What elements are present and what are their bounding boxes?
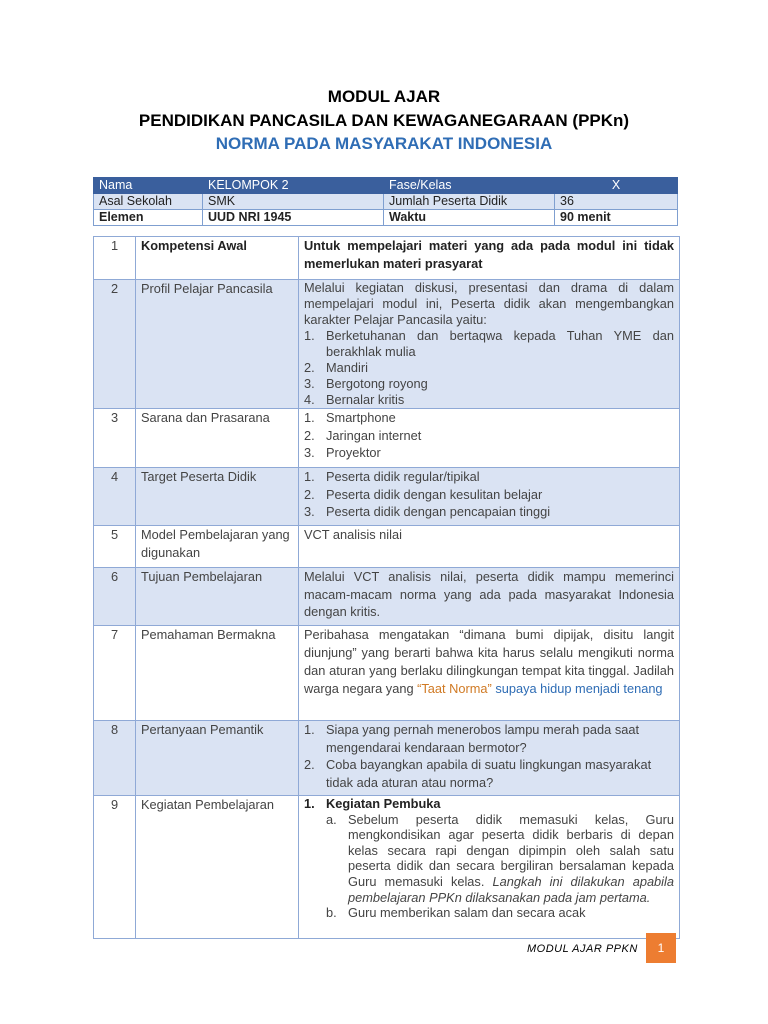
row-number: 8: [94, 721, 136, 796]
target-list: [304, 468, 674, 521]
row-number: 5: [94, 526, 136, 568]
profile-intro: Melalui kegiatan diskusi, presentasi dan drama di dalam mempelajari modul ini, Peserta didik akan mengembangkan karakter Pelajar Pancasila yaitu:: [304, 280, 674, 327]
info-cell: 36: [555, 194, 678, 210]
table-row: [94, 626, 680, 721]
info-table: [93, 177, 678, 226]
row-label: Pertanyaan Pemantik: [136, 721, 299, 796]
table-row: [94, 468, 680, 526]
row-label: Tujuan Pembelajaran: [136, 568, 299, 626]
row-label: Profil Pelajar Pancasila: [136, 280, 299, 409]
table-row: [94, 568, 680, 626]
row-label: Model Pembelajaran yang digunakan: [136, 526, 299, 568]
list-item: 2. Mandiri: [304, 360, 368, 375]
list-item: 2. Peserta didik dengan kesulitan belajar: [304, 486, 543, 502]
row-content: [299, 409, 680, 468]
module-title: MODUL AJAR: [327, 87, 441, 106]
list-item: 2. Jaringan internet: [304, 427, 422, 443]
row-number: 3: [94, 409, 136, 468]
row-number: 7: [94, 626, 136, 721]
row-content: Melalui VCT analisis nilai, peserta didik mampu memerinci macam-macam norma yang ada pada masyarakat Indonesia dengan kritis.: [299, 568, 680, 626]
list-item: 1. Siapa yang pernah menerobos lampu merah pada saat mengendarai kendaraan bermotor?: [304, 722, 640, 755]
info-cell: Elemen: [94, 210, 203, 226]
list-item: 1. Peserta didik regular/tipikal: [304, 469, 480, 484]
row-label: Kegiatan Pembelajaran: [136, 796, 299, 939]
list-item: 1. Berketuhanan dan bertaqwa kepada Tuhan YME dan berakhlak mulia: [304, 328, 674, 359]
row-number: 4: [94, 468, 136, 526]
meaning-quote: “Taat Norma”: [417, 681, 492, 696]
row-content: Untuk mempelajari materi yang ada pada modul ini tidak memerlukan materi prasyarat: [299, 237, 680, 280]
info-row: [94, 210, 678, 226]
info-cell: Asal Sekolah: [94, 194, 203, 210]
row-content: [299, 626, 680, 721]
table-row: [94, 796, 680, 939]
info-cell: KELOMPOK 2: [203, 178, 384, 194]
table-row: [94, 721, 680, 796]
footer-label: MODUL AJAR PPKN: [527, 943, 638, 955]
row-content: [299, 280, 680, 409]
list-item: 1. Smartphone: [304, 410, 396, 425]
info-cell: UUD NRI 1945: [203, 210, 384, 226]
table-row: [94, 237, 680, 280]
info-cell: X: [555, 178, 678, 194]
list-item: 3. Proyektor: [304, 445, 381, 460]
profile-list: [304, 328, 674, 408]
row-content: [299, 468, 680, 526]
info-cell: SMK: [203, 194, 384, 210]
row-number: 1: [94, 237, 136, 280]
info-cell: 90 menit: [555, 210, 678, 226]
info-cell: Fase/Kelas: [384, 178, 555, 194]
row-label: Sarana dan Prasarana: [136, 409, 299, 468]
facility-list: [304, 409, 674, 462]
row-label: Kompetensi Awal: [136, 237, 299, 280]
table-row: [94, 280, 680, 409]
meaning-tail: supaya hidup menjadi tenang: [491, 681, 663, 696]
row-number: 6: [94, 568, 136, 626]
row-content: [299, 796, 680, 939]
list-item: 2. Coba bayangkan apabila di suatu lingkungan masyarakat tidak ada aturan atau norma?: [304, 757, 652, 790]
list-item: b. Guru memberikan salam dan secara acak: [326, 905, 586, 921]
info-cell: Waktu: [384, 210, 555, 226]
info-row: [94, 178, 678, 194]
list-item: 4. Bernalar kritis: [304, 392, 405, 407]
meaning-text: Peribahasa mengatakan “dimana bumi dipijak, disitu langit diunjung” yang berarti bahwa kita harus selalu mengikuti norma dan aturan yang berlaku dilingkungan tempat kita tinggal. Jadilah warga negara yang: [304, 627, 674, 696]
page-number: 1: [646, 933, 676, 963]
list-item: a. Sebelum peserta didik memasuki kelas, Guru mengkondisikan agar peserta didik berbaris di depan kelas secara rapi dengan dipimpin oleh salah satu peserta didik dan secara bergiliran bersalaman kepada Guru memasuki kelas. Langkah ini dilakukan apabila pembelajaran PPKn dilaksanakan pada jam pertama.: [326, 811, 674, 905]
table-row: [94, 526, 680, 568]
row-number: 9: [94, 796, 136, 939]
row-number: 2: [94, 280, 136, 409]
row-label: Pemahaman Bermakna: [136, 626, 299, 721]
list-item: 3. Peserta didik dengan pencapaian tinggi: [304, 504, 551, 519]
info-row: [94, 194, 678, 210]
activity-heading: 1. Kegiatan Pembuka: [304, 796, 441, 811]
row-label: Target Peserta Didik: [136, 468, 299, 526]
list-item: 3. Bergotong royong: [304, 376, 428, 391]
info-cell: Nama: [94, 178, 203, 194]
activity-list: [304, 796, 674, 812]
module-table: [93, 236, 680, 939]
table-row: [94, 409, 680, 468]
topic-title: NORMA PADA MASYARAKAT INDONESIA: [215, 134, 553, 153]
row-content: VCT analisis nilai: [299, 526, 680, 568]
info-cell: Jumlah Peserta Didik: [384, 194, 555, 210]
subject-title: PENDIDIKAN PANCASILA DAN KEWAGANEGARAAN (PPKn): [138, 111, 630, 130]
row-content: [299, 721, 680, 796]
activity-steps: [326, 812, 674, 921]
question-list: [304, 721, 674, 791]
